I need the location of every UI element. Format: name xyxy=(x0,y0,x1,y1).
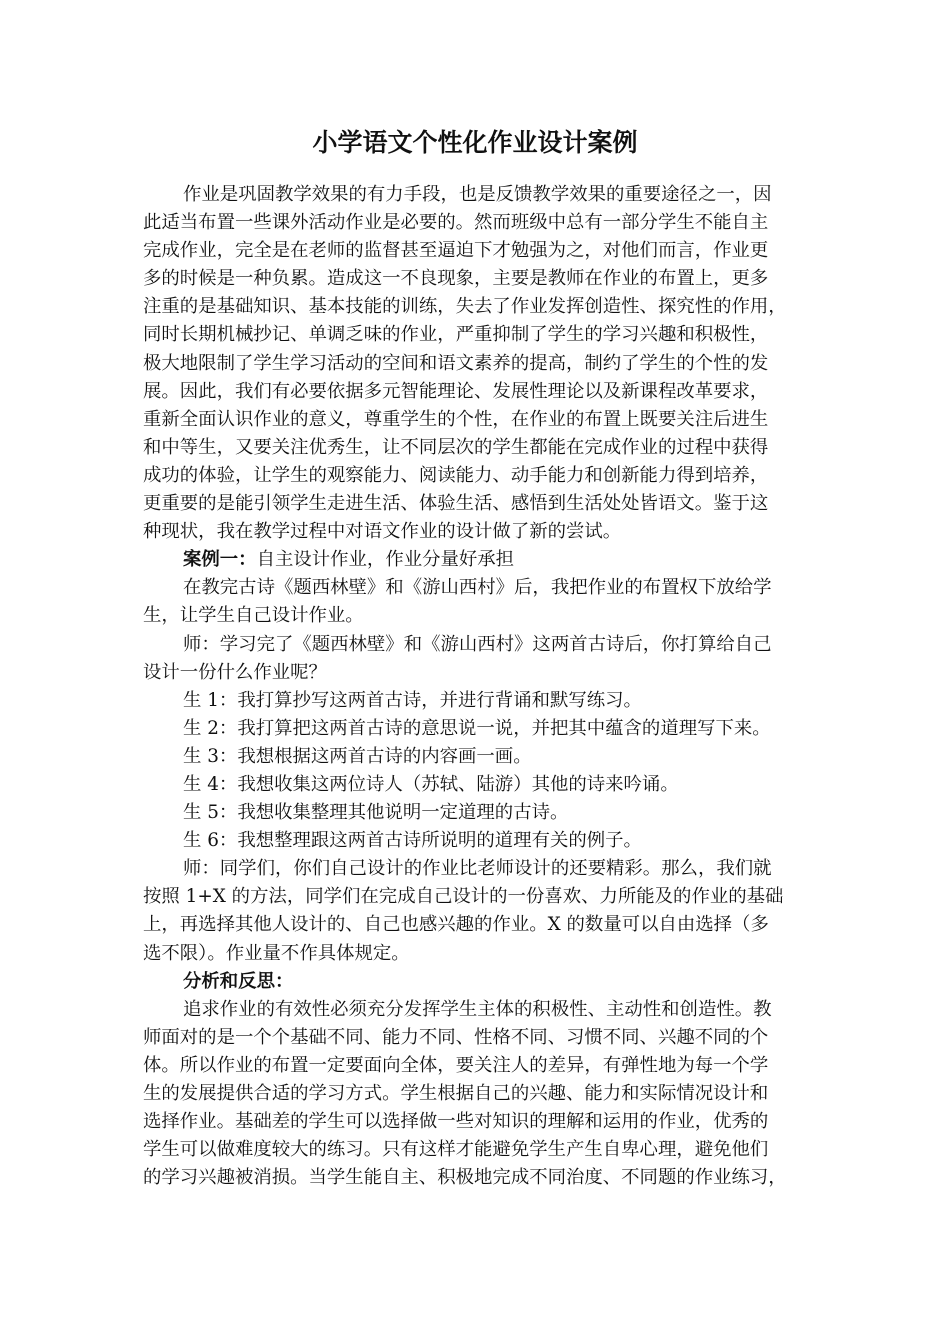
document-title: 小学语文个性化作业设计案例 xyxy=(312,128,638,157)
line-text: 种现状，我在教学过程中对语文作业的设计做了新的尝试。 xyxy=(143,521,622,543)
section-heading: 案例一： xyxy=(183,549,257,571)
line-text: 体。所以作业的布置一定要面向全体，要关注人的差异，有弹性地为每一个学 xyxy=(143,1054,769,1076)
line-text: 师面对的是一个个基础不同、能力不同、性格不同、习惯不同、兴趣不同的个 xyxy=(143,1026,769,1048)
line-text: 按照 1+X 的方法，同学们在完成自己设计的一份喜欢、力所能及的作业的基础 xyxy=(143,886,784,908)
line-text: 生，让学生自己设计作业。 xyxy=(143,605,364,627)
text-line xyxy=(143,687,805,715)
text-line xyxy=(143,1052,805,1080)
text-line xyxy=(143,350,805,378)
text-line xyxy=(143,321,805,349)
text-line xyxy=(143,574,805,602)
text-line xyxy=(143,1164,805,1192)
line-text: 生 3：我想根据这两首古诗的内容画一画。 xyxy=(183,745,532,767)
text-line xyxy=(143,911,805,939)
line-text: 更重要的是能引领学生走进生活、体验生活、感悟到生活处处皆语文。鉴于这 xyxy=(143,493,769,515)
line-text: 重新全面认识作业的意义，尊重学生的个性，在作业的布置上既要关注后进生 xyxy=(143,408,769,430)
text-line xyxy=(143,434,805,462)
text-line xyxy=(143,490,805,518)
text-line xyxy=(143,659,805,687)
text-line xyxy=(143,1080,805,1108)
line-text: 生 2：我打算把这两首古诗的意思说一说，并把其中蕴含的道理写下来。 xyxy=(183,717,771,739)
line-text: 追求作业的有效性必须充分发挥学生主体的积极性、主动性和创造性。教 xyxy=(183,998,772,1020)
line-text: 师：同学们，你们自己设计的作业比老师设计的还要精彩。那么，我们就 xyxy=(183,858,772,880)
line-text: 选不限）。作业量不作具体规定。 xyxy=(143,942,410,964)
line-text: 在教完古诗《题西林壁》和《游山西村》后，我把作业的布置权下放给学 xyxy=(183,577,772,599)
text-line xyxy=(143,518,805,546)
text-line xyxy=(143,631,805,659)
text-line xyxy=(143,406,805,434)
text-line xyxy=(143,1108,805,1136)
text-line xyxy=(143,855,805,883)
line-text: 生 5：我想收集整理其他说明一定道理的古诗。 xyxy=(183,802,569,824)
line-text: 学生可以做难度较大的练习。只有这样才能避免学生产生自卑心理，避免他们 xyxy=(143,1139,769,1161)
text-line xyxy=(143,462,805,490)
text-line xyxy=(143,996,805,1024)
text-line xyxy=(143,293,805,321)
line-text: 极大地限制了学生学习活动的空间和语文素养的提高，制约了学生的个性的发 xyxy=(143,352,769,374)
line-text: 设计一份什么作业呢？ xyxy=(143,661,327,683)
text-line xyxy=(143,771,805,799)
text-line xyxy=(143,940,805,968)
line-text: 和中等生，又要关注优秀生，让不同层次的学生都能在完成作业的过程中获得 xyxy=(143,436,769,458)
line-text: 生的发展提供合适的学习方式。学生根据自己的兴趣、能力和实际情况设计和 xyxy=(143,1083,769,1104)
text-line xyxy=(143,1136,805,1164)
line-text: 成功的体验，让学生的观察能力、阅读能力、动手能力和创新能力得到培养， xyxy=(143,464,769,486)
text-line xyxy=(143,743,805,771)
text-line xyxy=(143,827,805,855)
text-line xyxy=(143,602,805,630)
text-line xyxy=(143,1024,805,1052)
line-text: 展。因此，我们有必要依据多元智能理论、发展性理论以及新课程改革要求， xyxy=(143,380,769,402)
text-line xyxy=(143,237,805,265)
text-line xyxy=(143,799,805,827)
line-text: 多的时候是一种负累。造成这一不良现象，主要是教师在作业的布置上，更多 xyxy=(143,268,769,290)
text-line xyxy=(143,378,805,406)
line-text: 自主设计作业，作业分量好承担 xyxy=(256,549,515,571)
text-line xyxy=(143,715,805,743)
text-line xyxy=(143,181,805,209)
line-text: 选择作业。基础差的学生可以选择做一些对知识的理解和运用的作业，优秀的 xyxy=(143,1111,769,1133)
line-text: 上，再选择其他人设计的、自己也感兴趣的作业。X 的数量可以自由选择（多 xyxy=(143,914,769,936)
line-text: 师：学习完了《题西林壁》和《游山西村》这两首古诗后，你打算给自己 xyxy=(183,633,772,655)
line-text: 作业是巩固教学效果的有力手段，也是反馈教学效果的重要途径之一，因 xyxy=(183,184,772,205)
text-line xyxy=(143,546,805,574)
line-text: 生 1：我打算抄写这两首古诗，并进行背诵和默写练习。 xyxy=(183,689,642,711)
line-text: 的学习兴趣被消损。当学生能自主、积极地完成不同治度、不同题的作业练习， xyxy=(143,1167,787,1189)
section-heading: 分析和反思： xyxy=(183,970,294,992)
document-body xyxy=(143,181,805,1192)
text-line xyxy=(143,968,805,996)
line-text: 生 6：我想整理跟这两首古诗所说明的道理有关的例子。 xyxy=(183,830,642,852)
line-text: 注重的是基础知识、基本技能的训练，失去了作业发挥创造性、探究性的作用， xyxy=(143,296,787,318)
text-line xyxy=(143,209,805,237)
line-text: 完成作业，完全是在老师的监督甚至逼迫下才勉强为之，对他们而言，作业更 xyxy=(143,240,769,262)
line-text: 同时长期机械抄记、单调乏味的作业，严重抑制了学生的学习兴趣和积极性， xyxy=(143,324,769,346)
text-line xyxy=(143,883,805,911)
text-line xyxy=(143,265,805,293)
line-text: 此适当布置一些课外活动作业是必要的。然而班级中总有一部分学生不能自主 xyxy=(143,212,769,234)
line-text: 生 4：我想收集这两位诗人（苏轼、陆游）其他的诗来吟诵。 xyxy=(183,773,679,795)
